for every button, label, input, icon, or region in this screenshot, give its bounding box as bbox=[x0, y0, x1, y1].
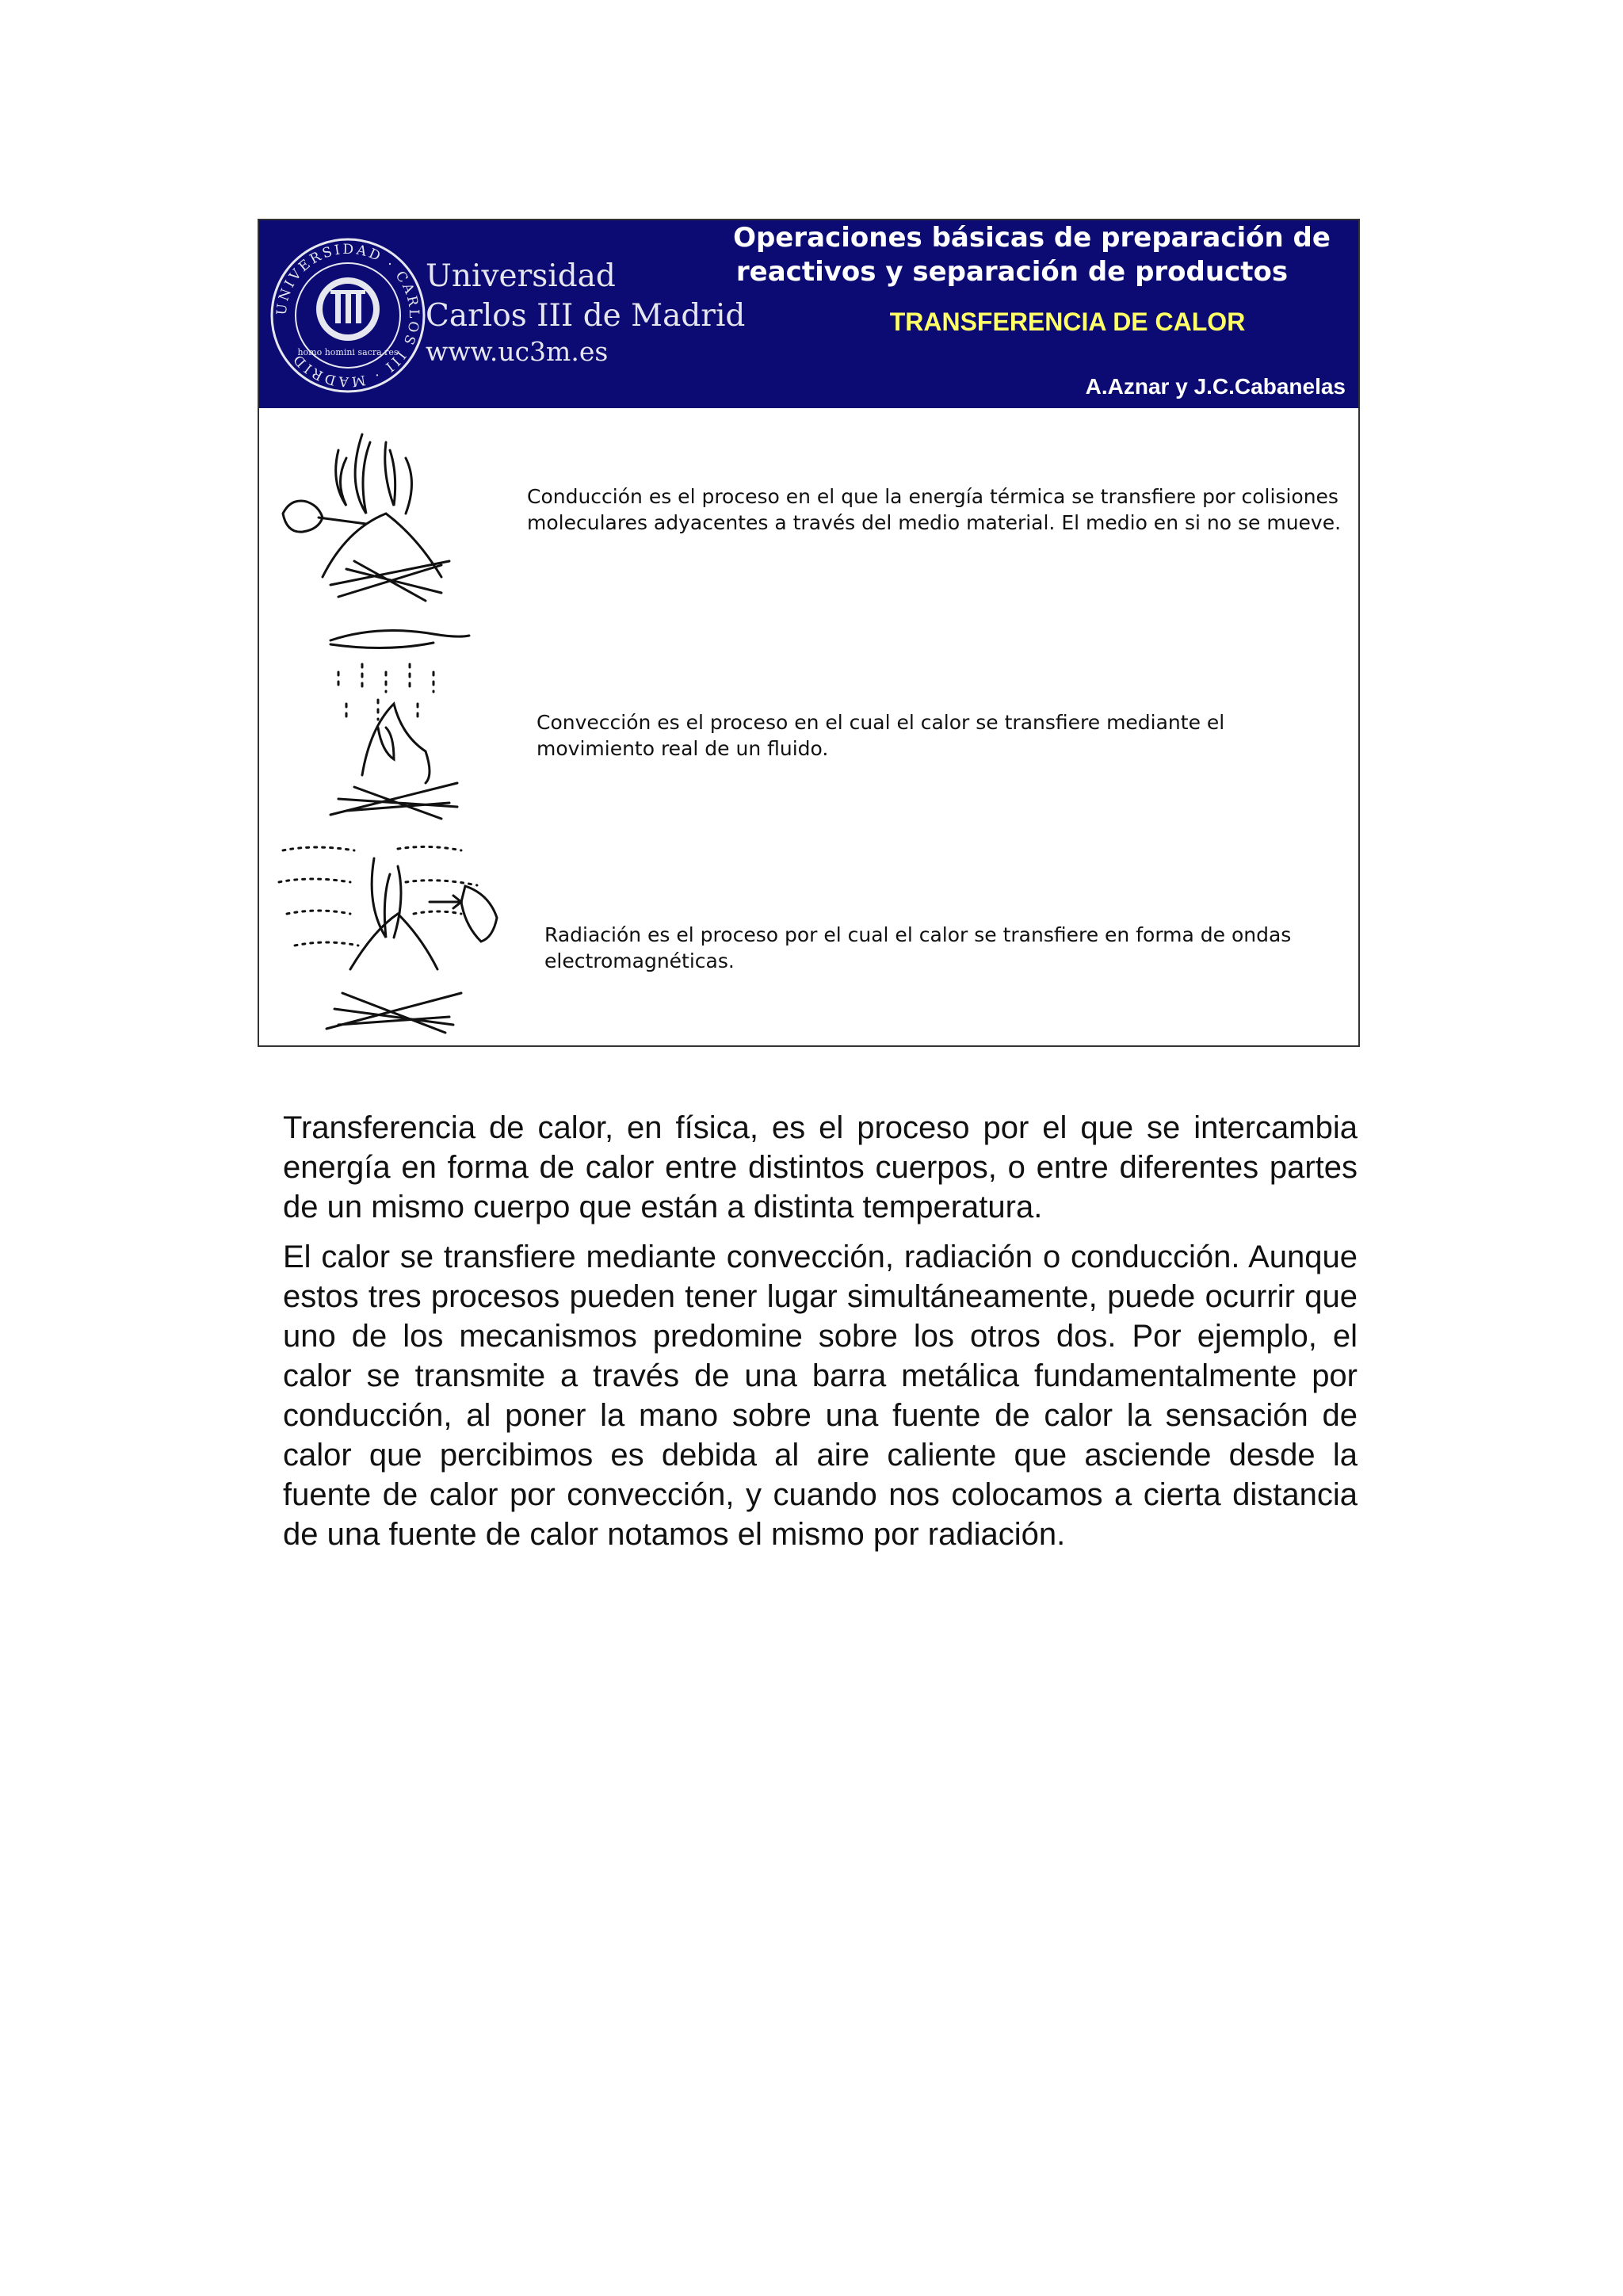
course-title-line1: Operaciones básicas de preparación de bbox=[733, 222, 1331, 254]
university-website: www.uc3m.es bbox=[426, 336, 609, 367]
university-name-line1: Universidad bbox=[426, 258, 616, 294]
svg-text:homo homini sacra res: homo homini sacra res bbox=[297, 347, 399, 357]
slide-banner bbox=[259, 220, 1358, 408]
convection-fire-icon bbox=[299, 617, 489, 827]
university-seal-logo bbox=[269, 236, 427, 395]
conduction-caption: Conducción es el proceso en el que la energía térmica se transfiere por colisiones moleculares adyacentes a través del medio material. El medio en si no se mueve. bbox=[527, 485, 1342, 534]
svg-text:UNIVERSIDAD · CARLOS III · MAD: UNIVERSIDAD · CARLOS III · MADRID bbox=[273, 241, 422, 390]
radiation-caption: Radiación es el proceso por el cual el calor se transfiere en forma de ondas electromagnéticas. bbox=[544, 923, 1292, 972]
course-title-line2: reactivos y separación de productos bbox=[735, 256, 1289, 288]
conduction-fire-icon bbox=[275, 418, 481, 609]
radiation-fire-icon bbox=[271, 835, 509, 1041]
topic-title: TRANSFERENCIA DE CALOR bbox=[889, 308, 1246, 336]
convection-caption: Convección es el proceso en el cual el calor se transfiere mediante el movimiento real de un fluido. bbox=[537, 711, 1225, 760]
slide-frame bbox=[258, 219, 1360, 1047]
authors: A.Aznar y J.C.Cabanelas bbox=[1085, 374, 1346, 399]
body-paragraph-1: Transferencia de calor, en física, es el proceso por el que se intercambia energía en forma de calor entre distintos cuerpos, o entre diferentes partes de un mismo cuerpo que están a distinta temperatura. bbox=[283, 1110, 1358, 1224]
university-name-line2: Carlos III de Madrid bbox=[426, 298, 746, 334]
body-paragraph-2: El calor se transfiere mediante convección, radiación o conducción. Aunque estos tres procesos pueden tener lugar simultáneamente, puede ocurrir que uno de los mecanismos predomine sobre los otros dos. Por ejemplo, el calor se transmite a través de una barra metálica fundamentalmente por conducción, al poner la mano sobre una fuente de calor la sensación de calor que percibimos es debida al aire caliente que asciende desde la fuente de calor por convección, y cuando nos colocamos a cierta distancia de una fuente de calor notamos el mismo por radiación. bbox=[283, 1240, 1358, 1552]
university-name bbox=[426, 257, 745, 336]
